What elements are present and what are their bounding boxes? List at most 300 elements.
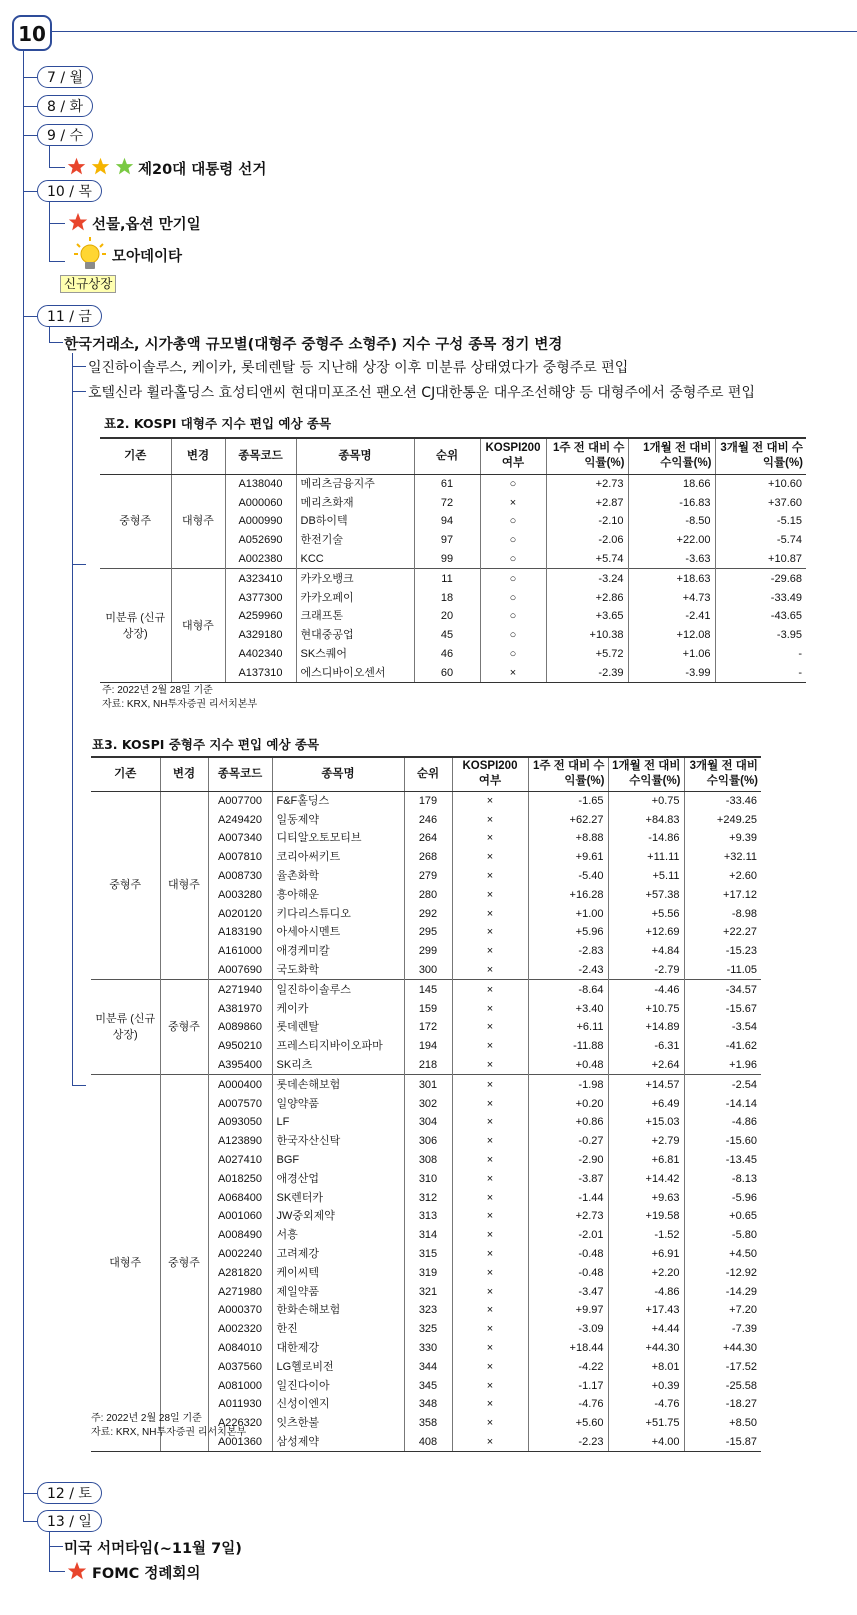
table-cell: +44.30 <box>684 1339 761 1358</box>
table2 <box>100 437 806 683</box>
table-cell: +5.74 <box>546 550 628 569</box>
table-cell: +3.65 <box>546 607 628 626</box>
table-cell: +12.69 <box>608 923 684 942</box>
table-cell: ○ <box>480 588 546 607</box>
table-cell: -3.63 <box>628 550 715 569</box>
table-cell: +8.88 <box>528 829 608 848</box>
table-cell: LF <box>272 1113 404 1132</box>
table-cell: -3.09 <box>528 1320 608 1339</box>
table-cell: × <box>452 791 528 810</box>
table-cell: 디티알오토모티브 <box>272 829 404 848</box>
table-cell: +6.49 <box>608 1094 684 1113</box>
table-cell: 46 <box>414 645 480 664</box>
table-cell: × <box>452 1301 528 1320</box>
table-cell: A377300 <box>225 588 296 607</box>
table-cell: 롯데렌탈 <box>272 1018 404 1037</box>
table-cell: -1.52 <box>608 1226 684 1245</box>
table-cell: +62.27 <box>528 810 608 829</box>
table-cell: +2.86 <box>546 588 628 607</box>
table2-header <box>100 438 806 474</box>
table-cell: +6.11 <box>528 1018 608 1037</box>
table-cell: -15.23 <box>684 942 761 961</box>
krx-sub-item-2: 호텔신라 휠라홀딩스 효성티앤씨 현대미포조선 팬오션 CJ대한통운 대우조선해양 등 대형주에서 중형주로 편입 <box>88 385 755 401</box>
table-cell: - <box>715 663 806 682</box>
table-cell: A002240 <box>208 1245 272 1264</box>
table-cell: A007570 <box>208 1094 272 1113</box>
table-cell: 케이씨텍 <box>272 1263 404 1282</box>
page-number-box: 10 <box>12 15 52 51</box>
event-election: 제20대 대통령 선거 <box>138 162 267 178</box>
table-cell: 312 <box>404 1188 452 1207</box>
table-cell: -41.62 <box>684 1037 761 1056</box>
table-cell: 314 <box>404 1226 452 1245</box>
table-cell: -2.43 <box>528 961 608 980</box>
krx-branch-line <box>72 353 73 1085</box>
table-cell: -8.13 <box>684 1169 761 1188</box>
day-badge: 10 / 목 <box>37 180 102 202</box>
table-cell: +0.48 <box>528 1056 608 1075</box>
red-star-icon <box>68 212 88 232</box>
table-cell: × <box>452 1151 528 1170</box>
table-cell: -14.14 <box>684 1094 761 1113</box>
table-cell: × <box>452 1094 528 1113</box>
table-cell: A000400 <box>208 1075 272 1094</box>
table-cell: +4.00 <box>608 1433 684 1452</box>
group-from-cell: 대형주 <box>91 1075 160 1452</box>
table-cell: -8.50 <box>628 512 715 531</box>
table-cell: A395400 <box>208 1056 272 1075</box>
table-cell: -2.23 <box>528 1433 608 1452</box>
yellow-star-icon <box>91 157 110 176</box>
table3-note: 주: 2022년 2월 28일 기준 <box>91 1413 202 1424</box>
table-cell: -18.27 <box>684 1395 761 1414</box>
table-cell: 한진 <box>272 1320 404 1339</box>
table-cell: 고려제강 <box>272 1245 404 1264</box>
table-cell: -1.65 <box>528 791 608 810</box>
table-cell: 325 <box>404 1320 452 1339</box>
table-cell: A084010 <box>208 1339 272 1358</box>
table-row <box>91 1075 761 1094</box>
table-cell: -5.96 <box>684 1188 761 1207</box>
table-cell: × <box>452 1245 528 1264</box>
table-cell: -5.15 <box>715 512 806 531</box>
table-cell: × <box>452 1263 528 1282</box>
table-cell: -5.80 <box>684 1226 761 1245</box>
table2-source: 자료: KRX, NH투자증권 리서치본부 <box>102 699 258 710</box>
table-cell: 일양약품 <box>272 1094 404 1113</box>
table-cell: +10.60 <box>715 474 806 493</box>
table-cell: A271980 <box>208 1282 272 1301</box>
table-cell: 신성이엔지 <box>272 1395 404 1414</box>
table-cell: +14.42 <box>608 1169 684 1188</box>
table-cell: 코리아써키트 <box>272 848 404 867</box>
table-cell: × <box>452 942 528 961</box>
day-badge: 7 / 월 <box>37 66 93 88</box>
table-cell: ○ <box>480 474 546 493</box>
table3-col-header: KOSPI200 여부 <box>452 757 528 791</box>
table-cell: +32.11 <box>684 848 761 867</box>
table-cell: -8.64 <box>528 980 608 999</box>
table2-note: 주: 2022년 2월 28일 기준 <box>102 685 213 696</box>
group-from-cell: 미분류 (신규상장) <box>91 980 160 1075</box>
table-cell: +0.39 <box>608 1376 684 1395</box>
table-cell: × <box>452 1226 528 1245</box>
table-cell: 18 <box>414 588 480 607</box>
group-to-cell: 대형주 <box>171 569 225 683</box>
table-cell: × <box>452 810 528 829</box>
table-cell: +2.60 <box>684 867 761 886</box>
table-cell: 408 <box>404 1433 452 1452</box>
group-from-cell: 중형주 <box>100 474 171 569</box>
table-cell: A007810 <box>208 848 272 867</box>
event-fomc: FOMC 정례회의 <box>92 1566 201 1582</box>
table-cell: 61 <box>414 474 480 493</box>
table-cell: ○ <box>480 607 546 626</box>
table-cell: +19.58 <box>608 1207 684 1226</box>
table-cell: -25.58 <box>684 1376 761 1395</box>
table-cell: -17.52 <box>684 1357 761 1376</box>
table-cell: -4.22 <box>528 1357 608 1376</box>
table-cell: × <box>452 1357 528 1376</box>
table-cell: -14.86 <box>608 829 684 848</box>
table-cell: 일진다이아 <box>272 1376 404 1395</box>
table-cell: 일동제약 <box>272 810 404 829</box>
table-cell: 218 <box>404 1056 452 1075</box>
table-cell: +14.57 <box>608 1075 684 1094</box>
table-cell: 310 <box>404 1169 452 1188</box>
table-cell: +7.20 <box>684 1301 761 1320</box>
table-cell: ○ <box>480 645 546 664</box>
day-badge: 8 / 화 <box>37 95 93 117</box>
table-cell: × <box>452 904 528 923</box>
table-row <box>100 474 806 493</box>
table-cell: A381970 <box>208 999 272 1018</box>
table-cell: × <box>452 867 528 886</box>
table-cell: 율촌화학 <box>272 867 404 886</box>
table-cell: -0.27 <box>528 1132 608 1151</box>
table-cell: A002380 <box>225 550 296 569</box>
table-cell: 11 <box>414 569 480 588</box>
table-cell: 321 <box>404 1282 452 1301</box>
table-cell: 279 <box>404 867 452 886</box>
table-cell: +4.50 <box>684 1245 761 1264</box>
table-cell: -5.74 <box>715 531 806 550</box>
table-cell: A052690 <box>225 531 296 550</box>
table-cell: -2.10 <box>546 512 628 531</box>
table-cell: 345 <box>404 1376 452 1395</box>
table-cell: +4.73 <box>628 588 715 607</box>
table-cell: +51.75 <box>608 1414 684 1433</box>
table-cell: -33.46 <box>684 791 761 810</box>
table-cell: × <box>480 493 546 512</box>
table-cell: +9.97 <box>528 1301 608 1320</box>
table-cell: A138040 <box>225 474 296 493</box>
table-cell: × <box>452 1207 528 1226</box>
table-cell: -6.31 <box>608 1037 684 1056</box>
table-cell: A259960 <box>225 607 296 626</box>
table-cell: 344 <box>404 1357 452 1376</box>
table-cell: +10.38 <box>546 626 628 645</box>
table-cell: -2.54 <box>684 1075 761 1094</box>
table-cell: -4.86 <box>608 1282 684 1301</box>
top-rule <box>52 31 857 32</box>
table-cell: -3.24 <box>546 569 628 588</box>
table-cell: ○ <box>480 531 546 550</box>
table-cell: A007700 <box>208 791 272 810</box>
day-badge: 13 / 일 <box>37 1510 102 1532</box>
table-cell: 국도화학 <box>272 961 404 980</box>
table-cell: -3.95 <box>715 626 806 645</box>
table3-col-header: 기존 <box>91 757 160 791</box>
table-cell: +2.20 <box>608 1263 684 1282</box>
event-krx-title: 한국거래소, 시가총액 규모별(대형주 중형주 소형주) 지수 구성 종목 정기 변경 <box>64 337 563 353</box>
table-cell: +14.89 <box>608 1018 684 1037</box>
table-cell: +2.87 <box>546 493 628 512</box>
table-cell: 한국자산신탁 <box>272 1132 404 1151</box>
table-cell: +44.30 <box>608 1339 684 1358</box>
table-cell: 대한제강 <box>272 1339 404 1358</box>
table3-col-header: 순위 <box>404 757 452 791</box>
table-cell: +6.91 <box>608 1245 684 1264</box>
table-cell: +2.73 <box>528 1207 608 1226</box>
table-cell: × <box>452 1056 528 1075</box>
table-cell: -12.92 <box>684 1263 761 1282</box>
table-cell: × <box>452 1132 528 1151</box>
table-cell: -15.60 <box>684 1132 761 1151</box>
table3 <box>91 756 761 1452</box>
table-cell: -2.79 <box>608 961 684 980</box>
event-summer-time: 미국 서머타임(~11월 7일) <box>64 1541 242 1557</box>
table-cell: DB하이텍 <box>296 512 414 531</box>
table-cell: 280 <box>404 885 452 904</box>
table-cell: 카카오뱅크 <box>296 569 414 588</box>
table-cell: × <box>452 1075 528 1094</box>
red-star-icon <box>67 1561 87 1581</box>
table-cell: 292 <box>404 904 452 923</box>
table-cell: +0.86 <box>528 1113 608 1132</box>
table-cell: 에스디바이오센서 <box>296 663 414 682</box>
table-cell: F&F홀딩스 <box>272 791 404 810</box>
table-cell: 315 <box>404 1245 452 1264</box>
table-cell: A037560 <box>208 1357 272 1376</box>
table-cell: +17.12 <box>684 885 761 904</box>
table-cell: +2.79 <box>608 1132 684 1151</box>
table-cell: +37.60 <box>715 493 806 512</box>
table-cell: +18.63 <box>628 569 715 588</box>
group-to-cell: 중형주 <box>160 980 208 1075</box>
table-cell: A000060 <box>225 493 296 512</box>
table2-col-header: KOSPI200 여부 <box>480 438 546 474</box>
table-cell: -29.68 <box>715 569 806 588</box>
table-cell: A402340 <box>225 645 296 664</box>
table-cell: 97 <box>414 531 480 550</box>
table-cell: +9.39 <box>684 829 761 848</box>
timeline-spine <box>23 51 24 1521</box>
group-from-cell: 미분류 (신규상장) <box>100 569 171 683</box>
table-cell: SK리츠 <box>272 1056 404 1075</box>
table-cell: × <box>452 1018 528 1037</box>
table-cell: 99 <box>414 550 480 569</box>
table-cell: × <box>452 1339 528 1358</box>
table3-source: 자료: KRX, NH투자증권 리서치본부 <box>91 1427 247 1438</box>
table-cell: ○ <box>480 569 546 588</box>
table-cell: -3.47 <box>528 1282 608 1301</box>
table-cell: -34.57 <box>684 980 761 999</box>
table-cell: ○ <box>480 550 546 569</box>
table-cell: -5.40 <box>528 867 608 886</box>
table-cell: 한전기술 <box>296 531 414 550</box>
table-cell: +5.96 <box>528 923 608 942</box>
table-cell: 삼성제약 <box>272 1433 404 1452</box>
table-cell: A323410 <box>225 569 296 588</box>
table-cell: 145 <box>404 980 452 999</box>
table2-col-header: 변경 <box>171 438 225 474</box>
table-cell: -11.88 <box>528 1037 608 1056</box>
table-cell: × <box>452 885 528 904</box>
table-cell: -8.98 <box>684 904 761 923</box>
table-cell: -43.65 <box>715 607 806 626</box>
table-cell: 아세아시멘트 <box>272 923 404 942</box>
table-cell: +0.20 <box>528 1094 608 1113</box>
table-cell: -2.83 <box>528 942 608 961</box>
table-cell: +5.60 <box>528 1414 608 1433</box>
table-cell: 246 <box>404 810 452 829</box>
table-cell: A002320 <box>208 1320 272 1339</box>
table-cell: 268 <box>404 848 452 867</box>
table-cell: LG헬로비전 <box>272 1357 404 1376</box>
table-cell: A003280 <box>208 885 272 904</box>
table-cell: -4.86 <box>684 1113 761 1132</box>
table-cell: +57.38 <box>608 885 684 904</box>
table-cell: BGF <box>272 1151 404 1170</box>
table-cell: +22.27 <box>684 923 761 942</box>
table-cell: 흥아해운 <box>272 885 404 904</box>
table-cell: 295 <box>404 923 452 942</box>
lightbulb-icon <box>73 236 107 272</box>
table-cell: +18.44 <box>528 1339 608 1358</box>
table-cell: 메리츠금융지주 <box>296 474 414 493</box>
table-cell: -3.87 <box>528 1169 608 1188</box>
table-cell: A000990 <box>225 512 296 531</box>
table-cell: ○ <box>480 626 546 645</box>
table-cell: 306 <box>404 1132 452 1151</box>
table-cell: A011930 <box>208 1395 272 1414</box>
table-cell: -2.06 <box>546 531 628 550</box>
table-cell: A008730 <box>208 867 272 886</box>
table-cell: -2.01 <box>528 1226 608 1245</box>
table-cell: 잇츠한불 <box>272 1414 404 1433</box>
table-cell: A123890 <box>208 1132 272 1151</box>
table-cell: A271940 <box>208 980 272 999</box>
table2-col-header: 종목명 <box>296 438 414 474</box>
table-cell: A226320 <box>208 1414 272 1433</box>
table-cell: 크래프톤 <box>296 607 414 626</box>
day-badge: 9 / 수 <box>37 124 93 146</box>
table-cell: -0.48 <box>528 1245 608 1264</box>
table-cell: A081000 <box>208 1376 272 1395</box>
table-cell: +84.83 <box>608 810 684 829</box>
table-cell: -16.83 <box>628 493 715 512</box>
day-badge: 11 / 금 <box>37 305 102 327</box>
table-cell: 330 <box>404 1339 452 1358</box>
table-cell: 313 <box>404 1207 452 1226</box>
table-cell: A018250 <box>208 1169 272 1188</box>
table-cell: A001060 <box>208 1207 272 1226</box>
table-cell: -15.67 <box>684 999 761 1018</box>
table-cell: -4.76 <box>528 1395 608 1414</box>
group-to-cell: 대형주 <box>160 791 208 980</box>
table-cell: 20 <box>414 607 480 626</box>
table-cell: -3.54 <box>684 1018 761 1037</box>
table-cell: 323 <box>404 1301 452 1320</box>
table-cell: -1.44 <box>528 1188 608 1207</box>
table-cell: -33.49 <box>715 588 806 607</box>
table-cell: -3.99 <box>628 663 715 682</box>
red-star-icon <box>67 157 86 176</box>
table-cell: 현대중공업 <box>296 626 414 645</box>
table-cell: A027410 <box>208 1151 272 1170</box>
table-cell: A020120 <box>208 904 272 923</box>
table-cell: × <box>452 980 528 999</box>
table-cell: × <box>452 1414 528 1433</box>
table-cell: A281820 <box>208 1263 272 1282</box>
table-row <box>91 791 761 810</box>
table3-col-header: 종목코드 <box>208 757 272 791</box>
table-cell: -14.29 <box>684 1282 761 1301</box>
table-row <box>100 569 806 588</box>
table-cell: 172 <box>404 1018 452 1037</box>
table-cell: +4.44 <box>608 1320 684 1339</box>
table-cell: -0.48 <box>528 1263 608 1282</box>
table-row <box>91 980 761 999</box>
table2-col-header: 종목코드 <box>225 438 296 474</box>
table-cell: × <box>452 1188 528 1207</box>
table-cell: ○ <box>480 512 546 531</box>
table-cell: - <box>715 645 806 664</box>
event-expiry: 선물,옵션 만기일 <box>92 217 201 233</box>
table-cell: × <box>452 1433 528 1452</box>
table-cell: 45 <box>414 626 480 645</box>
table-cell: 94 <box>414 512 480 531</box>
table2-col-header: 1개월 전 대비 수익률(%) <box>628 438 715 474</box>
table-cell: +5.11 <box>608 867 684 886</box>
krx-sub-item-1: 일진하이솔루스, 케이카, 롯데렌탈 등 지난해 상장 이후 미분류 상태였다가 중형주로 편입 <box>88 360 629 376</box>
table-cell: SK렌터카 <box>272 1188 404 1207</box>
table-cell: +5.72 <box>546 645 628 664</box>
table-cell: 한화손해보험 <box>272 1301 404 1320</box>
table-cell: +1.00 <box>528 904 608 923</box>
table-cell: +10.87 <box>715 550 806 569</box>
table-cell: +1.96 <box>684 1056 761 1075</box>
table-cell: +0.75 <box>608 791 684 810</box>
table-cell: A249420 <box>208 810 272 829</box>
table-cell: × <box>452 848 528 867</box>
table-cell: × <box>452 1395 528 1414</box>
table-cell: 제일약품 <box>272 1282 404 1301</box>
table-cell: +4.84 <box>608 942 684 961</box>
table-cell: 299 <box>404 942 452 961</box>
table-cell: +9.63 <box>608 1188 684 1207</box>
table-cell: × <box>452 1320 528 1339</box>
table-cell: A008490 <box>208 1226 272 1245</box>
table-cell: 159 <box>404 999 452 1018</box>
group-to-cell: 중형주 <box>160 1075 208 1452</box>
table3-col-header: 종목명 <box>272 757 404 791</box>
table-cell: +22.00 <box>628 531 715 550</box>
table-cell: -1.17 <box>528 1376 608 1395</box>
table-cell: +2.64 <box>608 1056 684 1075</box>
table-cell: × <box>452 1282 528 1301</box>
